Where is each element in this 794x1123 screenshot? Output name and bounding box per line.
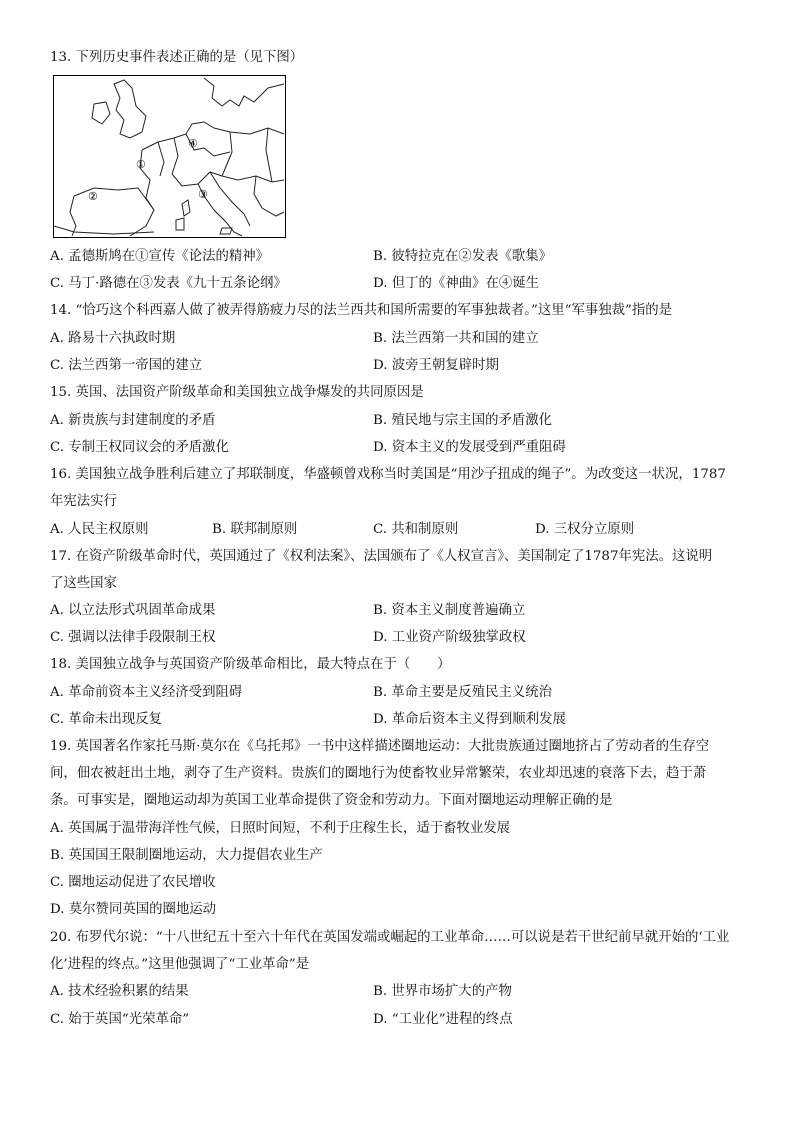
question-17-stem-line-1: 17. 在资产阶级革命时代，英国通过了《权利法案》、法国颁布了《人权宣言》、美国制定了1787年宪法。这说明 [50,549,713,564]
question-16-stem-line-2: 年宪法实行 [50,494,117,509]
q14-option-c[interactable]: C. 法兰西第一帝国的建立 [50,358,203,373]
q16-option-c[interactable]: C. 共和制原则 [373,522,459,537]
q15-option-a[interactable]: A. 新贵族与封建制度的矛盾 [50,413,216,428]
question-18-stem: 18. 美国独立战争与英国资产阶级革命相比，最大特点在于（ ） [50,657,451,672]
q20-option-a[interactable]: A. 技术经验积累的结果 [50,984,189,999]
q16-option-d[interactable]: D. 三权分立原则 [535,522,635,537]
question-16-stem-line-1: 16. 美国独立战争胜利后建立了邦联制度，华盛顿曾戏称当时美国是“用沙子扭成的绳子”。为改变这一状况，1787 [50,467,726,482]
q17-option-b[interactable]: B. 资本主义制度普遍确立 [373,603,526,618]
question-19-stem-line-3: 条。可事实是，圈地运动却为英国工业革命提供了资金和劳动力。下面对圈地运动理解正确的是 [50,793,613,808]
europe-map [53,75,286,238]
q13-option-b[interactable]: B. 彼特拉克在②发表《歌集》 [373,249,553,264]
q14-option-b[interactable]: B. 法兰西第一共和国的建立 [373,331,539,346]
map-label-4: ④ [188,137,198,150]
q16-option-b[interactable]: B. 联邦制原则 [212,522,298,537]
q13-option-a[interactable]: A. 孟德斯鸠在①宣传《论法的精神》 [50,249,270,264]
q14-option-a[interactable]: A. 路易十六执政时期 [50,331,176,346]
q16-option-a[interactable]: A. 人民主权原则 [50,522,149,537]
q18-option-d[interactable]: D. 革命后资本主义得到顺利发展 [373,712,566,727]
q14-option-d[interactable]: D. 波旁王朝复辟时期 [373,358,499,373]
q18-option-a[interactable]: A. 革命前资本主义经济受到阻碍 [50,685,243,700]
question-20-stem-line-1: 20. 布罗代尔说：“十八世纪五十至六十年代在英国发端或崛起的工业革命……可以说是若干世纪前早就开始的‘工业 [50,930,730,945]
question-17-stem-line-2: 了这些国家 [50,576,117,591]
q19-option-a[interactable]: A. 英国属于温带海洋性气候，日照时间短，不利于庄稼生长，适于畜牧业发展 [50,821,511,836]
map-label-3: ③ [198,188,208,201]
q20-option-b[interactable]: B. 世界市场扩大的产物 [373,984,512,999]
q15-option-d[interactable]: D. 资本主义的发展受到严重阻碍 [373,440,566,455]
q18-option-b[interactable]: B. 革命主要是反殖民主义统治 [373,685,553,700]
map-label-1: ① [136,158,146,171]
q20-option-d[interactable]: D. “工业化”进程的终点 [373,1012,513,1027]
question-15-stem: 15. 英国、法国资产阶级革命和美国独立战争爆发的共同原因是 [50,385,424,400]
q20-option-c[interactable]: C. 始于英国“光荣革命” [50,1012,190,1027]
q19-option-c[interactable]: C. 圈地运动促进了农民增收 [50,875,216,890]
q15-option-c[interactable]: C. 专制王权同议会的矛盾激化 [50,440,229,455]
question-13-stem: 13. 下列历史事件表述正确的是（见下图） [50,50,304,65]
question-19-stem-line-1: 19. 英国著名作家托马斯·莫尔在《乌托邦》一书中这样描述圈地运动：大批贵族通过圈地挤占了劳动者的生存空 [50,739,710,754]
q17-option-d[interactable]: D. 工业资产阶级独掌政权 [373,630,526,645]
question-20-stem-line-2: 化’进程的终点。”这里他强调了“工业革命”是 [50,957,310,972]
q17-option-a[interactable]: A. 以立法形式巩固革命成果 [50,603,216,618]
q15-option-b[interactable]: B. 殖民地与宗主国的矛盾激化 [373,413,553,428]
q19-option-d[interactable]: D. 莫尔赞同英国的圈地运动 [50,902,217,917]
q13-option-c[interactable]: C. 马丁·路德在③发表《九十五条论纲》 [50,276,287,291]
question-19-stem-line-2: 间，佃农被赶出土地，剥夺了生产资料。贵族们的圈地行为使畜牧业异常繁荣，农业却迅速的衰落下去，趋于萧 [50,766,707,781]
q19-option-b[interactable]: B. 英国国王限制圈地运动，大力提倡农业生产 [50,848,323,863]
europe-map-drawing [54,76,285,237]
q18-option-c[interactable]: C. 革命未出现反复 [50,712,163,727]
q17-option-c[interactable]: C. 强调以法律手段限制王权 [50,630,216,645]
map-label-2: ② [88,190,98,203]
question-14-stem: 14. “恰巧这个科西嘉人做了被弄得筋疲力尽的法兰西共和国所需要的军事独裁者。”这里“军事独裁”指的是 [50,303,673,318]
q13-option-d[interactable]: D. 但丁的《神曲》在④诞生 [373,276,540,291]
